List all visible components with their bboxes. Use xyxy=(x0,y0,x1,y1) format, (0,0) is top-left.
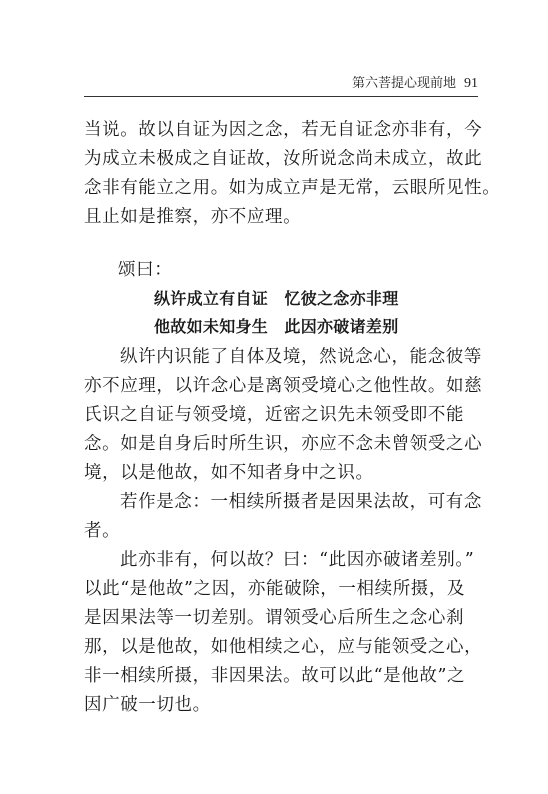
body-line: 念。如是自身后时所生识，亦应不念未曾领受之心 xyxy=(84,434,483,454)
page-number: 91 xyxy=(464,76,478,91)
body-line: 亦不应理，以许念心是离领受境心之他性故。如慈 xyxy=(84,376,483,396)
body-line: 若作是念：一相续所摄者是因果法故，可有念 xyxy=(120,492,482,512)
body-line: 因广破一切也。 xyxy=(84,695,211,715)
body-line: 为成立未极成之自证故，汝所说念尚未成立，故此 xyxy=(84,149,483,169)
body-line: 那，以是他故，如他相续之心，应与能领受之心， xyxy=(84,637,483,657)
header-rule xyxy=(84,96,478,97)
running-header xyxy=(352,72,478,92)
verse-line: 纵许成立有自证 忆彼之念亦非理 xyxy=(154,289,399,308)
body-line: 以此“是他故”之因，亦能破除，一相续所摄，及 xyxy=(84,579,466,599)
verse-line: 他故如未知身生 此因亦破诸差别 xyxy=(154,317,399,336)
body-line: 氏识之自证与领受境，近密之识先未领受即不能 xyxy=(84,405,465,425)
body-line: 者。 xyxy=(84,521,121,541)
body-line: 且止如是推察，亦不应理。 xyxy=(84,207,302,227)
body-line: 纵许内识能了自体及境，然说念心，能念彼等 xyxy=(120,347,482,367)
body-line: 非一相续所摄，非因果法。故可以此“是他故”之 xyxy=(84,666,466,686)
body-line: 是因果法等一切差别。谓领受心后所生之念心刹 xyxy=(84,608,465,628)
body-line: 境，以是他故，如不知者身中之识。 xyxy=(84,463,374,483)
body-line: 念非有能立之用。如为成立声是无常，云眼所见性。 xyxy=(84,178,501,198)
chapter-title: 第六菩提心现前地 xyxy=(351,76,456,91)
body-line: 当说。故以自证为因之念，若无自证念亦非有，今 xyxy=(84,120,483,140)
body-line: 此亦非有，何以故？曰：“此因亦破诸差别。” xyxy=(120,550,475,570)
verse-intro: 颂曰： xyxy=(118,260,173,280)
